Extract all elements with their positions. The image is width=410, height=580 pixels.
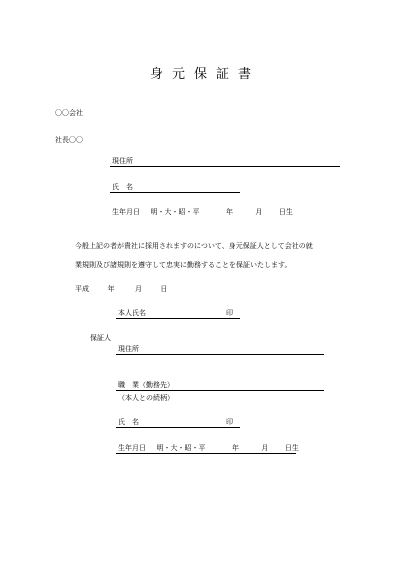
addressee-company: 〇〇会社: [55, 109, 83, 117]
statement-line-1: 今般上記の者が貴社に採用されますのについて、身元保証人として会社の就: [75, 242, 313, 250]
guarantor-birth-row: [118, 445, 299, 452]
guarantor-relation-label: （本人との続柄）: [118, 394, 174, 402]
top-birth-row: [112, 209, 293, 216]
date-day: 日: [160, 285, 168, 293]
top-address-label: 現住所: [112, 157, 133, 165]
guarantor-occupation-line: [116, 390, 324, 391]
guarantor-name-line: [116, 427, 240, 428]
addressee-president: 社長〇〇: [55, 136, 83, 144]
top-address-line: [110, 166, 340, 167]
principal-name-label: 本人氏名: [118, 309, 146, 317]
top-birth-year: 年: [225, 208, 233, 216]
guarantor-name-label: 氏 名: [118, 418, 139, 426]
guarantor-address-label: 現住所: [118, 345, 139, 353]
top-name-line: [110, 192, 240, 193]
top-birth-month: 月: [255, 208, 263, 216]
guarantor-address-line: [116, 354, 324, 355]
top-birth-label: 生年月日: [112, 208, 140, 216]
date-era: 平成: [75, 285, 89, 293]
top-birth-suffix: 日生: [278, 208, 293, 216]
guarantor-birth-year: 年: [231, 444, 239, 452]
statement-line-2: 業規則及び諸規則を遵守して忠実に勤務することを保証いたします。: [75, 261, 292, 269]
guarantor-birth-month: 月: [261, 444, 269, 452]
guarantor-birth-line: [116, 453, 296, 454]
date-year: 年: [107, 285, 115, 293]
date-row: [75, 286, 167, 293]
guarantor-era-options: 明・大・昭・平: [156, 444, 206, 452]
guarantor-birth-suffix: 日生: [284, 444, 299, 452]
principal-seal: 印: [226, 309, 233, 317]
principal-name-line: [116, 318, 240, 319]
guarantor-heading: 保証人: [90, 334, 111, 342]
date-month: 月: [134, 285, 142, 293]
guarantor-occupation-label: 職 業（勤務先）: [118, 381, 174, 389]
top-name-label: 氏 名: [112, 183, 133, 191]
guarantor-seal: 印: [226, 418, 233, 426]
guarantor-birth-label: 生年月日: [118, 444, 146, 452]
document-title: 身元保証書: [149, 67, 260, 82]
top-era-options: 明・大・昭・平: [150, 208, 200, 216]
